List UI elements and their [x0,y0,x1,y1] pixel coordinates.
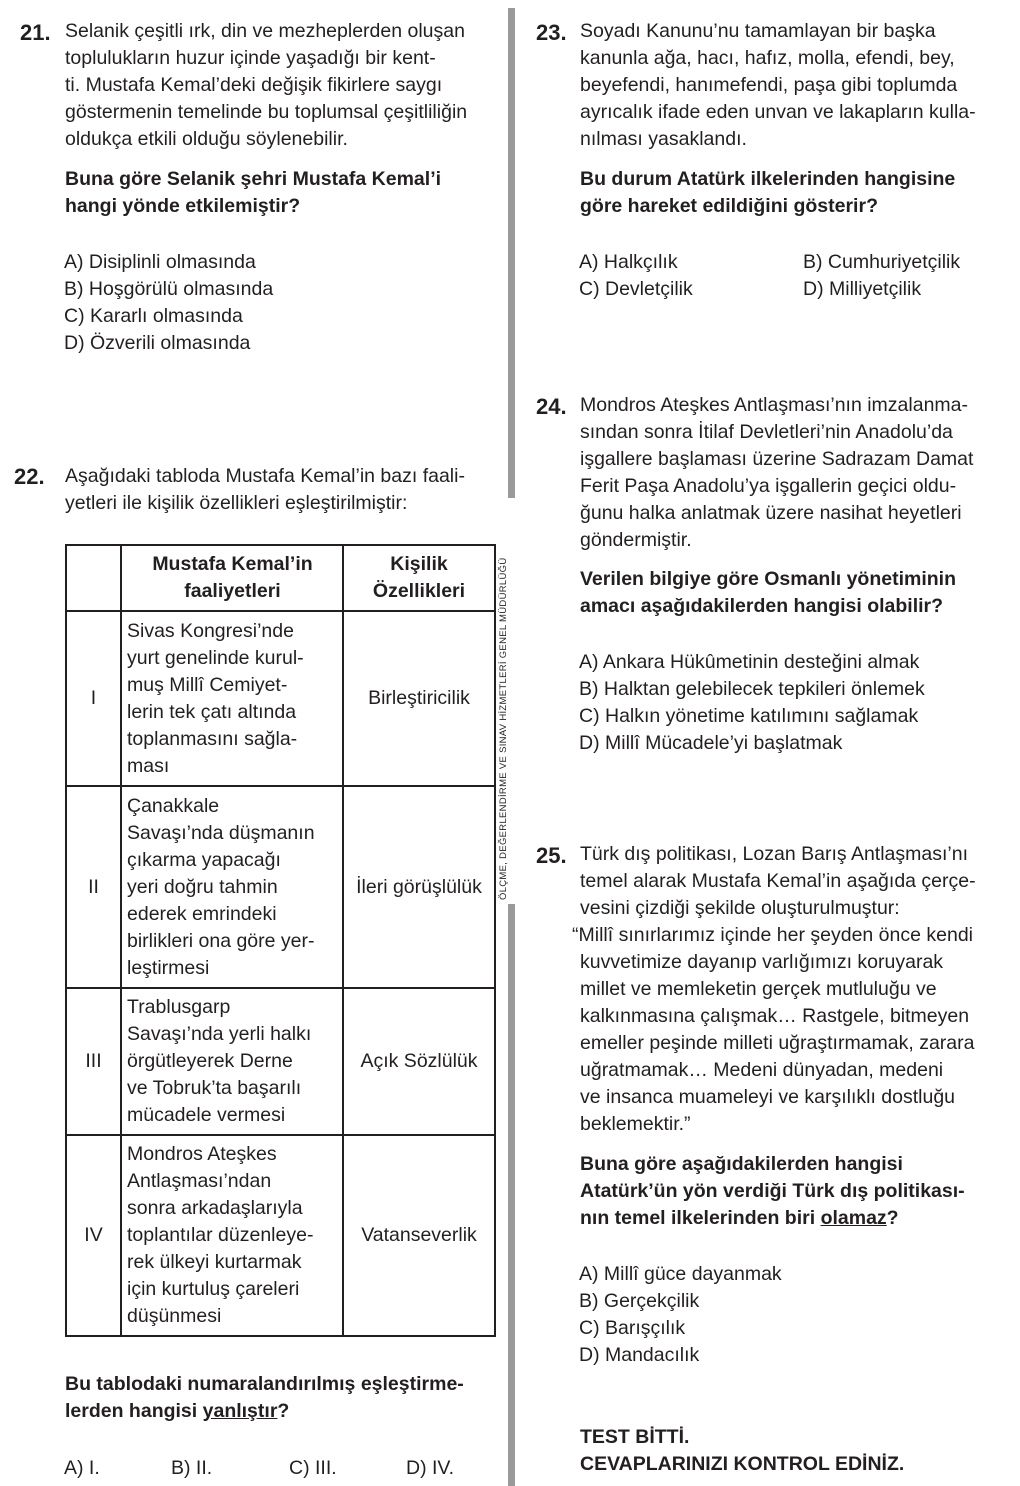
q24-stem [580,392,1010,554]
q24-option-c[interactable]: C) Halkın yönetime katılımını sağlamak [579,705,919,727]
q22-question-emphasis: yanlıştır [202,1400,278,1422]
q21-line: göstermenin temelinde bu toplumsal çeşitliliğin [65,101,468,123]
test-end-line: CEVAPLARINIZI KONTROL EDİNİZ. [580,1453,905,1475]
q25-option-b[interactable]: B) Gerçekçilik [579,1290,700,1312]
activity-line: örgütleyerek Derne [127,1050,293,1072]
q24-option-b[interactable]: B) Halktan gelebilecek tepkileri önlemek [579,678,925,700]
q22-option-c[interactable]: C) III. [289,1457,337,1479]
q25-question-text: nın temel ilkelerinden biri [580,1207,821,1229]
q25-quote-line: millet ve memleketin gerçek mutluluğu ve [580,978,937,1000]
activity-line: birlikleri ona göre yer- [127,929,315,952]
q23-option-c[interactable]: C) Devletçilik [579,278,693,300]
q25-question-line: Buna göre aşağıdakilerden hangisi [580,1153,903,1175]
q22-question [65,1371,505,1425]
q25-line: vesini çizdiği şekilde oluşturulmuştur: [580,897,900,919]
q21-question-line: hangi yönde etkilemiştir? [65,195,301,217]
q24-line: sından sonra İtilaf Devletleri’nin Anadolu’da [580,421,953,443]
q25-quote-line: beklemektir.” [580,1113,691,1135]
activity-line: mücadele vermesi [127,1104,286,1126]
activity-line: Savaşı’nda yerli halkı [127,1023,312,1045]
activity-line: Mondros Ateşkes [127,1143,277,1165]
activity-line: Savaşı’nda düşmanın [127,821,315,844]
row-trait: Açık Sözlülük [343,988,495,1135]
q24-option-a[interactable]: A) Ankara Hükûmetinin desteğini almak [579,651,920,673]
q25-stem [580,841,1010,922]
q21-option-d[interactable]: D) Özverili olmasında [64,332,251,354]
table-row [66,611,495,786]
row-activity [121,1135,343,1336]
q24-question-line: amacı aşağıdakilerden hangisi olabilir? [580,595,944,617]
q24-line: Ferit Paşa Anadolu’ya işgallerin geçici oldu- [580,475,957,497]
activity-line: için kurtuluş çareleri [127,1278,300,1300]
activity-line: muş Millî Cemiyet- [127,673,288,696]
q25-options [579,1261,782,1369]
q23-option-a[interactable]: A) Halkçılık [579,251,678,273]
q21-line: Selanik çeşitli ırk, din ve mezheplerden oluşan [65,20,465,42]
activity-line: Sivas Kongresi’nde [127,619,294,642]
q25-quote [572,922,1012,1138]
q22-line: Aşağıdaki tabloda Mustafa Kemal’in bazı faali- [65,465,465,487]
table-header-num [66,545,121,611]
q21-line: oldukça etkili olduğu söylenebilir. [65,128,348,150]
test-end-line: TEST BİTTİ. [580,1426,690,1448]
row-activity [121,611,343,786]
activity-line: yeri doğru tahmin [127,875,278,898]
q25-question-emphasis: olamaz [820,1207,887,1229]
q24-line: işgallere başlaması üzerine Sadrazam Damat [580,448,974,470]
q21-number: 21. [20,20,51,45]
q25-line: Türk dış politikası, Lozan Barış Antlaşması’nı [580,843,969,865]
q23-number: 23. [536,20,567,45]
q23-line: ayrıcalık ifade eden unvan ve lakapların kulla- [580,101,976,123]
table-row [66,988,495,1135]
row-number: IV [66,1135,121,1336]
q23-option-d[interactable]: D) Milliyetçilik [803,278,922,300]
q25-number: 25. [536,843,567,868]
q23-question-line: göre hareket edildiğini gösterir? [580,195,878,217]
q25-question-line [580,1205,1010,1232]
q21-line: ti. Mustafa Kemal’deki değişik fikirlere saygı [65,74,443,96]
q21-line: toplulukların huzur içinde yaşadığı bir kent- [65,47,436,69]
activity-line: toplanmasını sağla- [127,727,298,750]
q25-line: temel alarak Mustafa Kemal’in aşağıda çerçe- [580,870,976,892]
q22-number: 22. [14,464,45,489]
q23-line: beyefendi, hanımefendi, paşa gibi toplumda [580,74,958,96]
q24-question [580,566,1010,620]
q22-question-text: lerden hangisi [65,1400,203,1422]
q23-question [580,166,1010,220]
q23-question-line: Bu durum Atatürk ilkelerinden hangisine [580,168,956,190]
q22-question-line: Bu tablodaki numaralandırılmış eşleştirme- [65,1373,464,1395]
q21-option-b[interactable]: B) Hoşgörülü olmasında [64,278,274,300]
test-end-notice [580,1424,904,1478]
activity-line: Çanakkale [127,794,220,817]
q21-option-a[interactable]: A) Disiplinli olmasında [64,251,256,273]
header-text: Özellikleri [372,580,466,602]
row-activity [121,786,343,988]
q21-option-c[interactable]: C) Kararlı olmasında [64,305,243,327]
publisher-side-text: ÖLÇME, DEĞERLENDİRME VE SINAV HİZMETLERİ GENEL MÜDÜRLÜĞÜ [498,557,509,900]
activity-line: düşünmesi [127,1305,222,1327]
column-divider-top [508,8,515,498]
row-number: I [66,611,121,786]
row-trait: Birleştiricilik [343,611,495,786]
activity-line: leştirmesi [127,956,210,979]
q25-question-mark: ? [886,1207,899,1229]
q25-option-d[interactable]: D) Mandacılık [579,1344,700,1366]
q23-line: nılması yasaklandı. [580,128,747,150]
q22-question-line [65,1398,505,1425]
q24-line: göndermiştir. [580,529,692,551]
q25-option-a[interactable]: A) Millî güce dayanmak [579,1263,782,1285]
q25-quote-line: uğratmamak… Medeni dünyadan, medeni [580,1059,944,1081]
q25-quote-line: kalkınmasına çalışmak… Rastgele, bitmeyen [580,1005,970,1027]
row-number: III [66,988,121,1135]
q25-quote-line: kuvvetimize dayanıp varlığımızı koruyarak [580,951,944,973]
row-activity [121,988,343,1135]
q22-line: yetleri ile kişilik özellikleri eşleştirilmiştir: [65,492,408,514]
q24-question-line: Verilen bilgiye göre Osmanlı yönetiminin [580,568,957,590]
activity-line: sonra arkadaşlarıyla [127,1197,303,1219]
activity-line: Trablusgarp [127,996,231,1018]
table-header-row [66,545,495,611]
q22-question-mark: ? [277,1400,290,1422]
q24-line: ğunu halka anlatmak üzere nasihat heyetleri [580,502,962,524]
activity-line: rek ülkeyi kurtarmak [127,1251,302,1273]
q25-question-line: Atatürk’ün yön verdiği Türk dış politikası- [580,1180,965,1202]
q24-options [579,649,925,757]
q23-line: kanunla ağa, hacı, hafız, molla, efendi, bey, [580,47,955,69]
q25-option-c[interactable]: C) Barışçılık [579,1317,686,1339]
activity-line: çıkarma yapacağı [127,848,281,871]
header-text: Kişilik [390,553,448,575]
q23-option-b[interactable]: B) Cumhuriyetçilik [803,251,961,273]
q22-table [65,544,496,1337]
q22-option-d[interactable]: D) IV. [406,1457,455,1479]
activity-line: lerin tek çatı altında [127,700,297,723]
activity-line: toplantılar düzenleye- [127,1224,314,1246]
q25-question [580,1151,1010,1232]
q22-option-a[interactable]: A) I. [64,1457,100,1479]
table-header-activities [121,545,343,611]
q25-quote-line: emeller peşinde milleti uğraştırmamak, zarara [580,1032,975,1054]
activity-line: ederek emrindeki [127,902,277,925]
q21-options [64,249,273,357]
q24-line: Mondros Ateşkes Antlaşması’nın imzalanma- [580,394,969,416]
activity-line: Antlaşması’ndan [127,1170,272,1192]
column-divider-bottom [508,904,515,1486]
q21-question [65,166,505,220]
q22-option-b[interactable]: B) II. [171,1457,213,1479]
activity-line: yurt genelinde kurul- [127,646,304,669]
row-number: II [66,786,121,988]
activity-line: ve Tobruk’ta başarılı [127,1077,302,1099]
table-row [66,786,495,988]
table-row [66,1135,495,1336]
table-header-traits [343,545,495,611]
header-text: faaliyetleri [184,580,281,602]
q24-option-d[interactable]: D) Millî Mücadele’yi başlatmak [579,732,843,754]
q22-stem [65,463,505,517]
q24-number: 24. [536,394,567,419]
row-trait: Vatanseverlik [343,1135,495,1336]
row-trait: İleri görüşlülük [343,786,495,988]
q23-line: Soyadı Kanunu’nu tamamlayan bir başka [580,20,936,42]
q23-stem [580,18,1010,153]
activity-line: ması [127,754,170,777]
header-text: Mustafa Kemal’in [152,553,313,575]
q25-quote-line: ve insanca muameleyi ve karşılıklı dostluğu [580,1086,956,1108]
q21-stem [65,18,505,153]
q25-quote-line: “Millî sınırlarımız içinde her şeyden önce kendi [572,924,973,946]
q21-question-line: Buna göre Selanik şehri Mustafa Kemal’i [65,168,442,190]
